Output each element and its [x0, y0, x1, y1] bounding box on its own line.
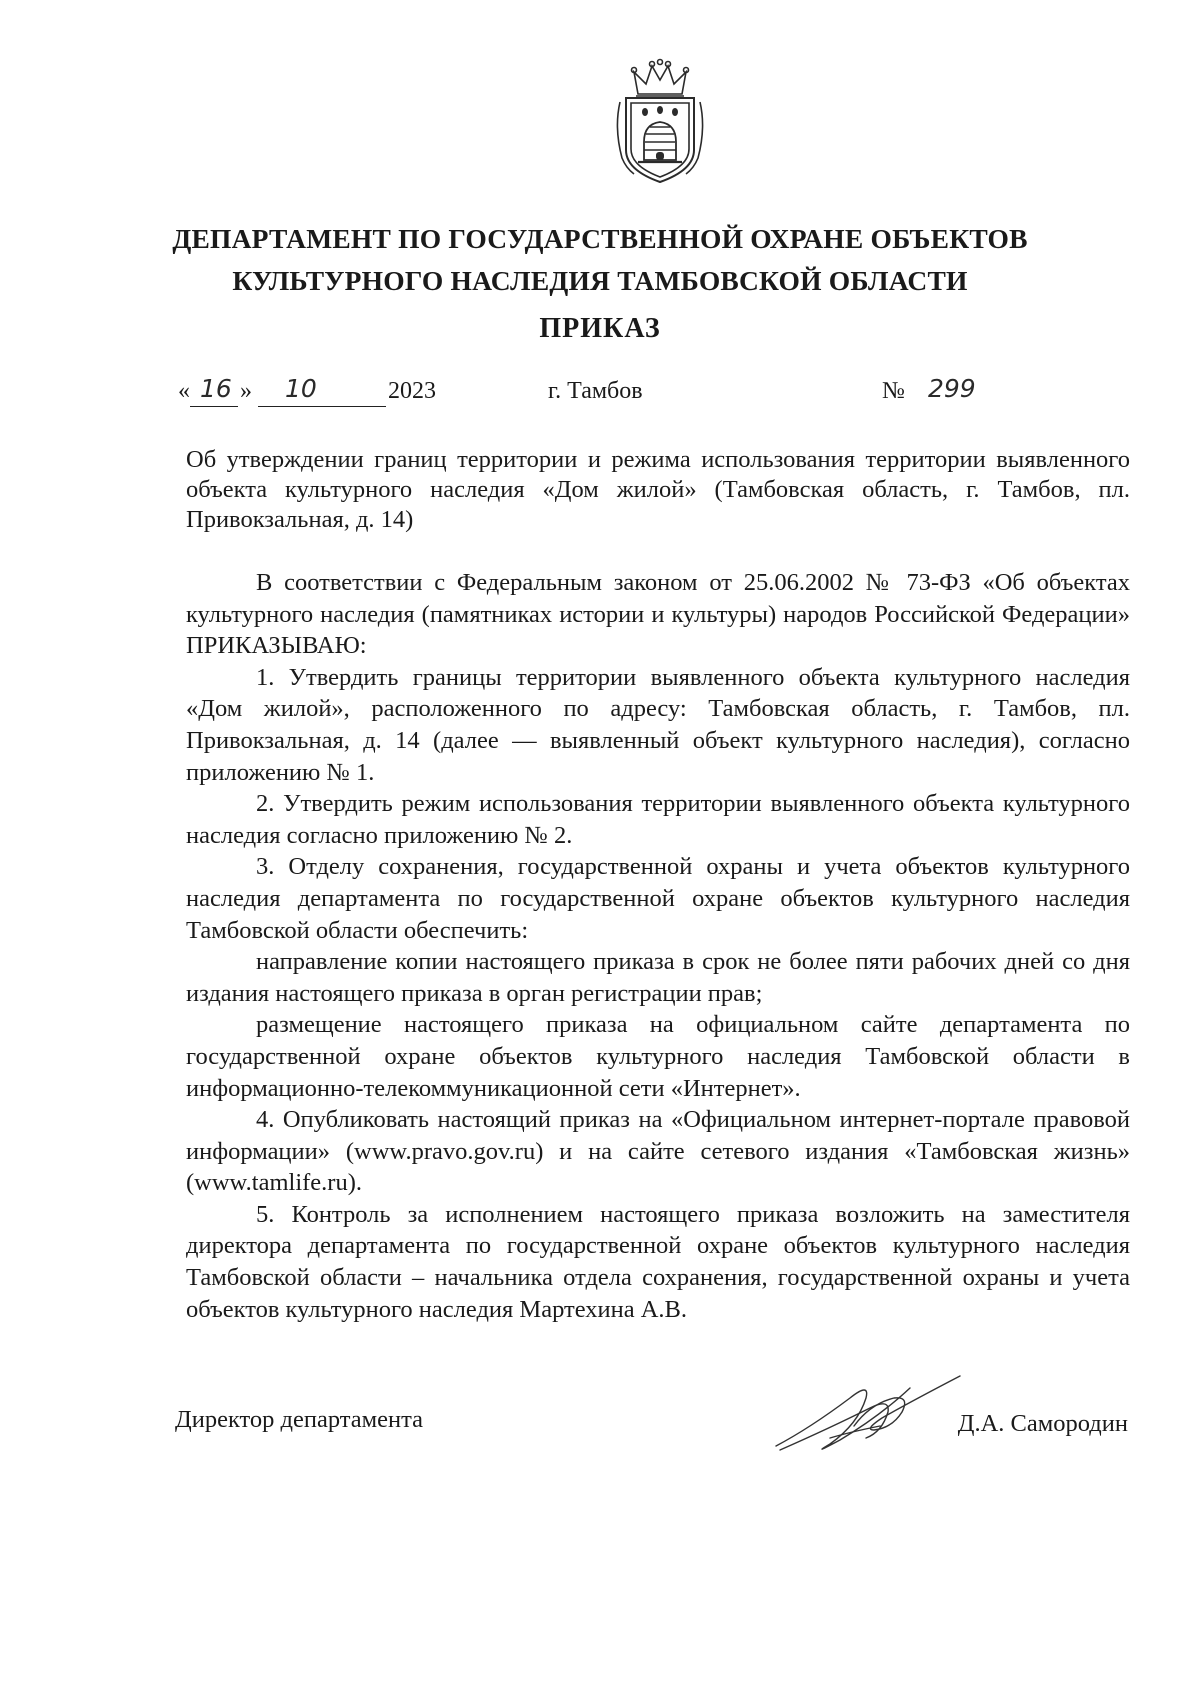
document-type-title: ПРИКАЗ	[539, 313, 661, 344]
date-year: 2023	[388, 378, 436, 404]
preamble-paragraph: В соответствии с Федеральным законом от 25.06.2002 № 73-ФЗ «Об объектах культурного наследия (памятниках истории и культуры) народов Российской Федерации» ПРИКАЗЫВАЮ:	[186, 569, 1130, 660]
item-5-paragraph: 5. Контроль за исполнением настоящего приказа возложить на заместителя директора департамента по государственной охране объектов культурного наследия Тамбовской области – начальника отдела сохранения, государственной охраны и учета объектов культурного наследия Мартехина А.В.	[186, 1200, 1130, 1323]
organization-header	[150, 218, 1050, 302]
document-subject: Об утверждении границ территории и режима использования территории выявленного объекта культурного наследия «Дом жилой» (Тамбовская область, г. Тамбов, пл. Привокзальная, д. 14)	[186, 446, 1130, 533]
item-2-paragraph: 2. Утвердить режим использования территории выявленного объекта культурного наследия согласно приложению № 2.	[186, 790, 1130, 849]
coat-of-arms-emblem	[612, 58, 708, 186]
org-name-line-2: КУЛЬТУРНОГО НАСЛЕДИЯ ТАМБОВСКОЙ ОБЛАСТИ	[232, 265, 968, 296]
date-day: 16	[200, 374, 232, 403]
signer-name: Д.А. Самородин	[957, 1410, 1128, 1437]
document-place: г. Тамбов	[548, 378, 643, 404]
item-4-paragraph: 4. Опубликовать настоящий приказ на «Официальном интернет-портале правовой информации» (www.pravo.gov.ru) и на сайте сетевого издания «Тамбовская жизнь» (www.tamlife.ru).	[186, 1106, 1130, 1197]
date-place-number-line	[0, 376, 1200, 412]
document-body	[186, 567, 1130, 1325]
document-number: 299	[928, 374, 976, 403]
number-label: №	[882, 378, 905, 404]
month-underline	[258, 406, 386, 407]
org-name-line-1: ДЕПАРТАМЕНТ ПО ГОСУДАРСТВЕННОЙ ОХРАНЕ ОБЪЕКТОВ	[172, 223, 1028, 254]
item-3a-paragraph: направление копии настоящего приказа в срок не более пяти рабочих дней со дня издания настоящего приказа в орган регистрации прав;	[186, 948, 1130, 1007]
signer-position: Директор департамента	[175, 1406, 424, 1433]
day-underline	[190, 406, 238, 407]
item-3b-paragraph: размещение настоящего приказа на официальном сайте департамента по государственной охране объектов культурного наследия Тамбовской области в информационно-телекоммуникационной сети «Интернет».	[186, 1011, 1130, 1102]
close-quote: »	[240, 378, 252, 404]
handwritten-signature	[770, 1368, 970, 1468]
date-month: 10	[285, 374, 317, 403]
open-quote: «	[178, 378, 190, 404]
item-1-paragraph: 1. Утвердить границы территории выявленного объекта культурного наследия «Дом жилой», расположенного по адресу: Тамбовская область, г. Тамбов, пл. Привокзальная, д. 14 (далее — выявленный объект культурного наследия), согласно приложению № 1.	[186, 663, 1130, 786]
item-3-paragraph: 3. Отделу сохранения, государственной охраны и учета объектов культурного наследия департамента по государственной охране объектов культурного наследия Тамбовской области обеспечить:	[186, 853, 1130, 944]
